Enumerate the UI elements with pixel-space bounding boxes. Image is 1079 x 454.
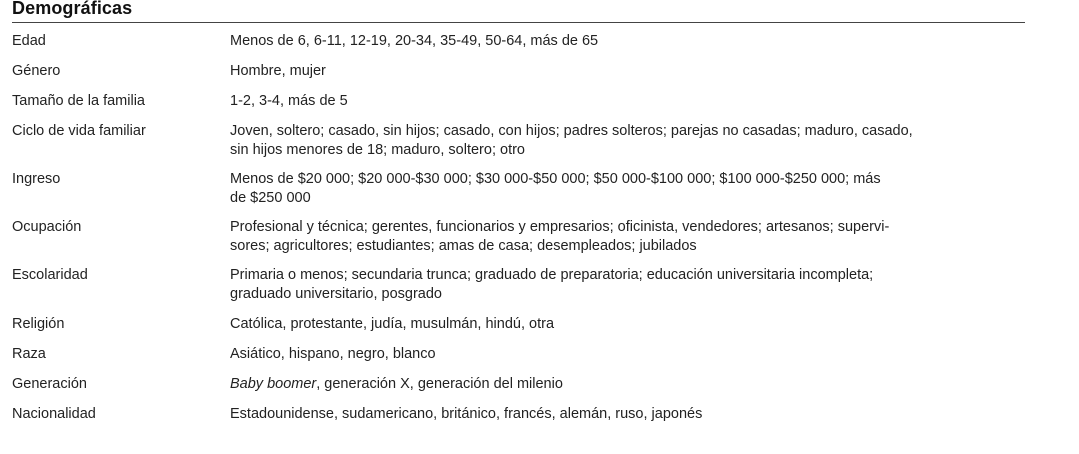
row-value: 1-2, 3-4, más de 5: [230, 93, 348, 109]
section-header: [12, 0, 1025, 23]
row-value: Católica, protestante, judía, musulmán, hindú, otra: [230, 316, 555, 332]
table-row: [12, 122, 1079, 160]
row-value-line: Menos de $20 000; $20 000-$30 000; $30 000-$50 000; $50 000-$100 000; $100 000-$250 000; más: [230, 171, 881, 187]
row-value-line: Profesional y técnica; gerentes, funcionarios y empresarios; oficinista, vendedores; artesanos; supervi-: [230, 219, 890, 235]
row-label: Ocupación: [12, 219, 82, 235]
row-value: [230, 266, 1030, 304]
row-value: [230, 122, 1030, 160]
row-label: Religión: [12, 316, 65, 332]
row-value-line: Joven, soltero; casado, sin hijos; casado, con hijos; padres solteros; parejas no casadas; maduro, casado,: [230, 123, 913, 139]
row-value-line: sores; agricultores; estudiantes; amas de casa; desempleados; jubilados: [230, 238, 697, 254]
demographics-table: [12, 32, 1079, 424]
table-row: [12, 266, 1079, 304]
row-value: [230, 170, 1030, 208]
row-value: [230, 375, 1030, 394]
row-value-line: Primaria o menos; secundaria trunca; graduado de preparatoria; educación universitaria incompleta;: [230, 267, 874, 283]
table-row: [12, 315, 1079, 334]
table-row: [12, 92, 1079, 111]
table-row: [12, 62, 1079, 81]
row-value: Hombre, mujer: [230, 63, 326, 79]
section-title: Demográficas: [12, 0, 133, 18]
row-value: Asiático, hispano, negro, blanco: [230, 346, 436, 362]
table-row: [12, 218, 1079, 256]
row-value: Estadounidense, sudamericano, británico, francés, alemán, ruso, japonés: [230, 406, 703, 422]
table-row: [12, 345, 1079, 364]
row-label: Género: [12, 63, 61, 79]
row-label: Raza: [12, 346, 46, 362]
row-value: [230, 218, 1030, 256]
table-row: [12, 375, 1079, 394]
row-value-italic: Baby boomer: [230, 376, 317, 392]
row-label: Tamaño de la familia: [12, 93, 145, 109]
row-label: Escolaridad: [12, 267, 88, 283]
table-row: [12, 405, 1079, 424]
table-row: [12, 170, 1079, 208]
row-label: Ciclo de vida familiar: [12, 123, 146, 139]
row-label: Generación: [12, 376, 87, 392]
row-value-rest: , generación X, generación del milenio: [316, 376, 563, 392]
row-label: Nacionalidad: [12, 406, 96, 422]
row-label: Ingreso: [12, 171, 61, 187]
table-row: [12, 32, 1079, 51]
row-value-line: sin hijos menores de 18; maduro, soltero; otro: [230, 142, 525, 158]
row-label: Edad: [12, 33, 46, 49]
row-value-line: de $250 000: [230, 190, 311, 206]
row-value-line: graduado universitario, posgrado: [230, 286, 442, 302]
row-value: Menos de 6, 6-11, 12-19, 20-34, 35-49, 50-64, más de 65: [230, 33, 599, 49]
